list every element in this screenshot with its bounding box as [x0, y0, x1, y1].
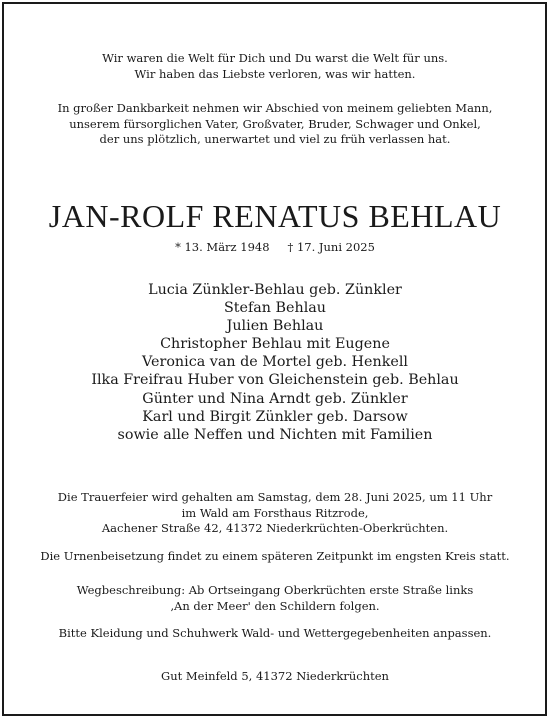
- intro-line: unserem fürsorglichen Vater, Großvater, Bruder, Schwager und Onkel,: [69, 116, 481, 131]
- motto-line: Wir haben das Liebste verloren, was wir hatten.: [134, 66, 416, 81]
- ceremony-info: [0, 490, 550, 537]
- intro-line: In großer Dankbarkeit nehmen wir Abschied von meinem geliebten Mann,: [57, 101, 493, 115]
- urn-burial-note: Die Urnenbeisetzung findet zu einem späteren Zeitpunkt im engsten Kreis statt.: [40, 549, 510, 563]
- deceased-name: JAN-ROLF RENATUS BEHLAU: [48, 198, 502, 234]
- directions-line: Wegbeschreibung: Ab Ortseingang Oberkrüchten erste Straße links: [76, 583, 474, 597]
- mourners-list: [0, 281, 550, 444]
- mourner: Karl und Birgit Zünkler geb. Darsow: [142, 408, 408, 425]
- mourner: Veronica van de Mortel geb. Henkell: [142, 354, 408, 371]
- directions: [0, 583, 550, 614]
- ceremony-line: Die Trauerfeier wird gehalten am Samstag, dem 28. Juni 2025, um 11 Uhr: [57, 490, 493, 504]
- mourner: Günter und Nina Arndt geb. Zünkler: [142, 390, 408, 407]
- death-date: † 17. Juni 2025: [287, 240, 375, 254]
- intro-line: der uns plötzlich, unerwartet und viel zu früh verlassen hat.: [99, 132, 451, 146]
- intro-text: [0, 101, 550, 148]
- mourner: Julien Behlau: [226, 318, 324, 335]
- life-dates: [0, 240, 550, 254]
- mourner: Ilka Freifrau Huber von Gleichenstein geb. Behlau: [91, 372, 459, 389]
- mourner: Christopher Behlau mit Eugene: [160, 336, 390, 353]
- birth-date: * 13. März 1948: [175, 240, 270, 254]
- mourner: Stefan Behlau: [223, 300, 327, 317]
- mourner: Lucia Zünkler-Behlau geb. Zünkler: [148, 282, 402, 298]
- motto: [0, 51, 550, 82]
- ceremony-line: im Wald am Forsthaus Ritzrode,: [181, 505, 369, 520]
- motto-line: Wir waren die Welt für Dich und Du warst die Welt für uns.: [102, 51, 448, 65]
- mourner: sowie alle Neffen und Nichten mit Familien: [117, 426, 433, 443]
- dress-note: Bitte Kleidung und Schuhwerk Wald- und Wettergegebenheiten anpassen.: [58, 626, 492, 640]
- family-address: Gut Meinfeld 5, 41372 Niederkrüchten: [161, 669, 389, 683]
- ceremony-line: Aachener Straße 42, 41372 Niederkrüchten-Oberkrüchten.: [101, 521, 449, 535]
- directions-line: ‚An der Meer' den Schildern folgen.: [170, 598, 380, 613]
